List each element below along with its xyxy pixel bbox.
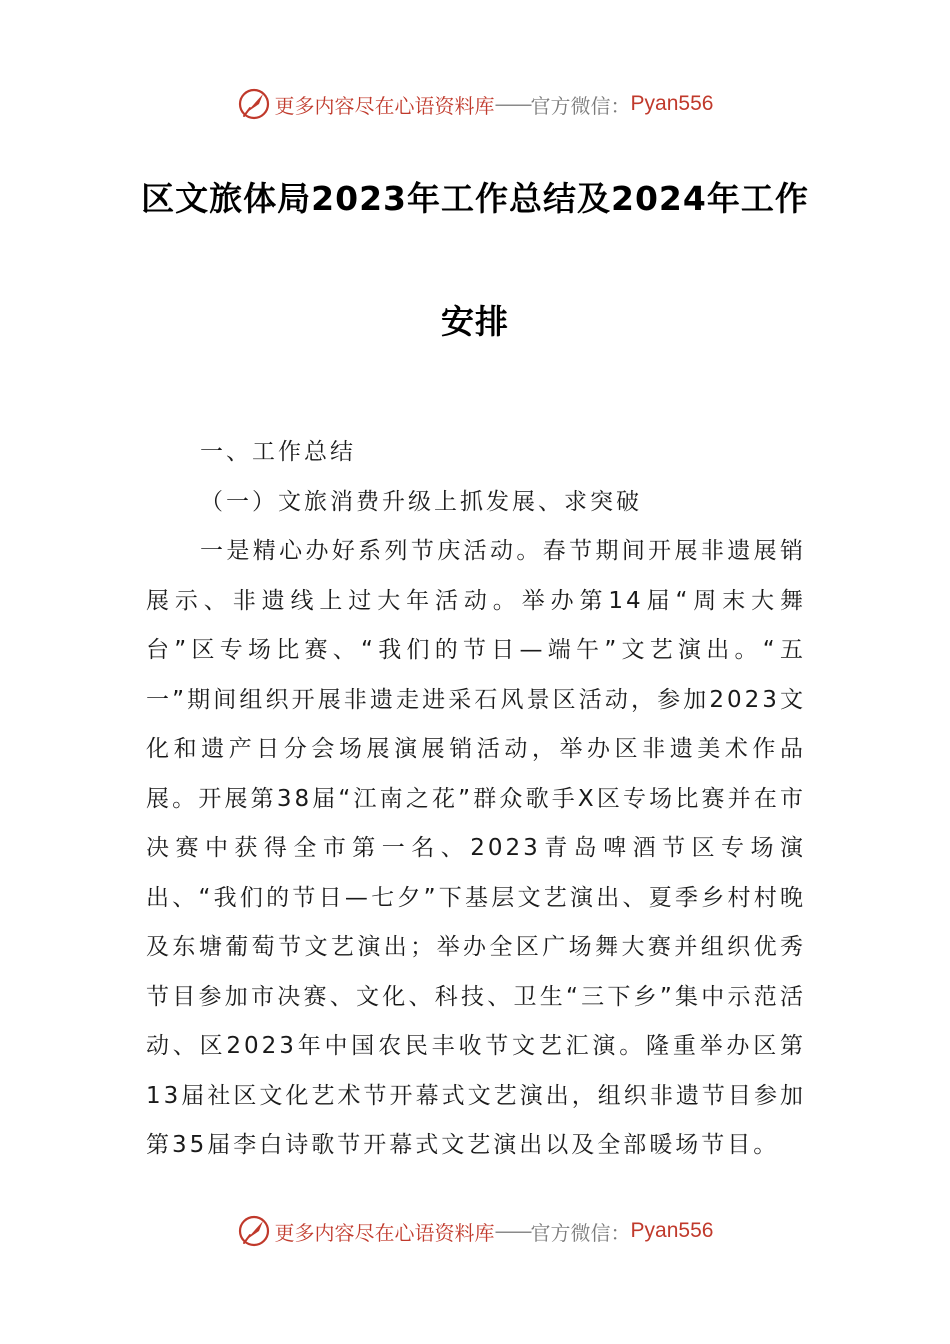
document-title-line-2: 安排 — [441, 302, 509, 341]
watermark-label: 官方微信： — [530, 1220, 631, 1245]
document-body — [146, 428, 806, 1171]
watermark-promo-text: 更多内容尽在心语资料库 — [274, 93, 495, 118]
watermark-banner-bottom — [0, 1211, 950, 1251]
body-paragraph: 一是精心办好系列节庆活动。春节期间开展非遗展销展示、非遗线上过大年活动。举办第14届“周末大舞台”区专场比赛、“我们的节日—端午”文艺演出。“五一”期间组织开展非遗走进采石风景区活动，参加2023文化和遗产日分会场展演展销活动，举办区非遗美术作品展。开展第38届“江南之花”群众歌手X区专场比赛并在市决赛中获得全市第一名、2023青岛啤酒节区专场演出、“我们的节日—七夕”下基层文艺演出、夏季乡村村晚及东塘葡萄节文艺演出；举办全区广场舞大赛并组织优秀节目参加市决赛、文化、科技、卫生“三下乡”集中示范活动、区2023年中国农民丰收节文艺汇演。隆重举办区第13届社区文化艺术节开幕式文艺演出，组织非遗节目参加第35届李白诗歌节开幕式文艺演出以及全部暖场节目。 — [146, 538, 806, 1158]
quill-logo-icon — [237, 1214, 271, 1248]
watermark-banner-top — [0, 84, 950, 124]
watermark-wechat-id: Pyan556 — [630, 92, 714, 115]
watermark-separator: —— — [494, 92, 531, 116]
document-title-line-1: 区文旅体局2023年工作总结及2024年工作 — [141, 179, 809, 218]
subsection-heading: （一）文旅消费升级上抓发展、求突破 — [200, 488, 642, 515]
watermark-separator: —— — [494, 1219, 531, 1243]
quill-logo-icon — [237, 87, 271, 121]
section-heading: 一、工作总结 — [200, 439, 356, 465]
watermark-wechat-id: Pyan556 — [630, 1219, 714, 1242]
watermark-label: 官方微信： — [530, 93, 631, 118]
watermark-promo-text: 更多内容尽在心语资料库 — [274, 1220, 495, 1245]
